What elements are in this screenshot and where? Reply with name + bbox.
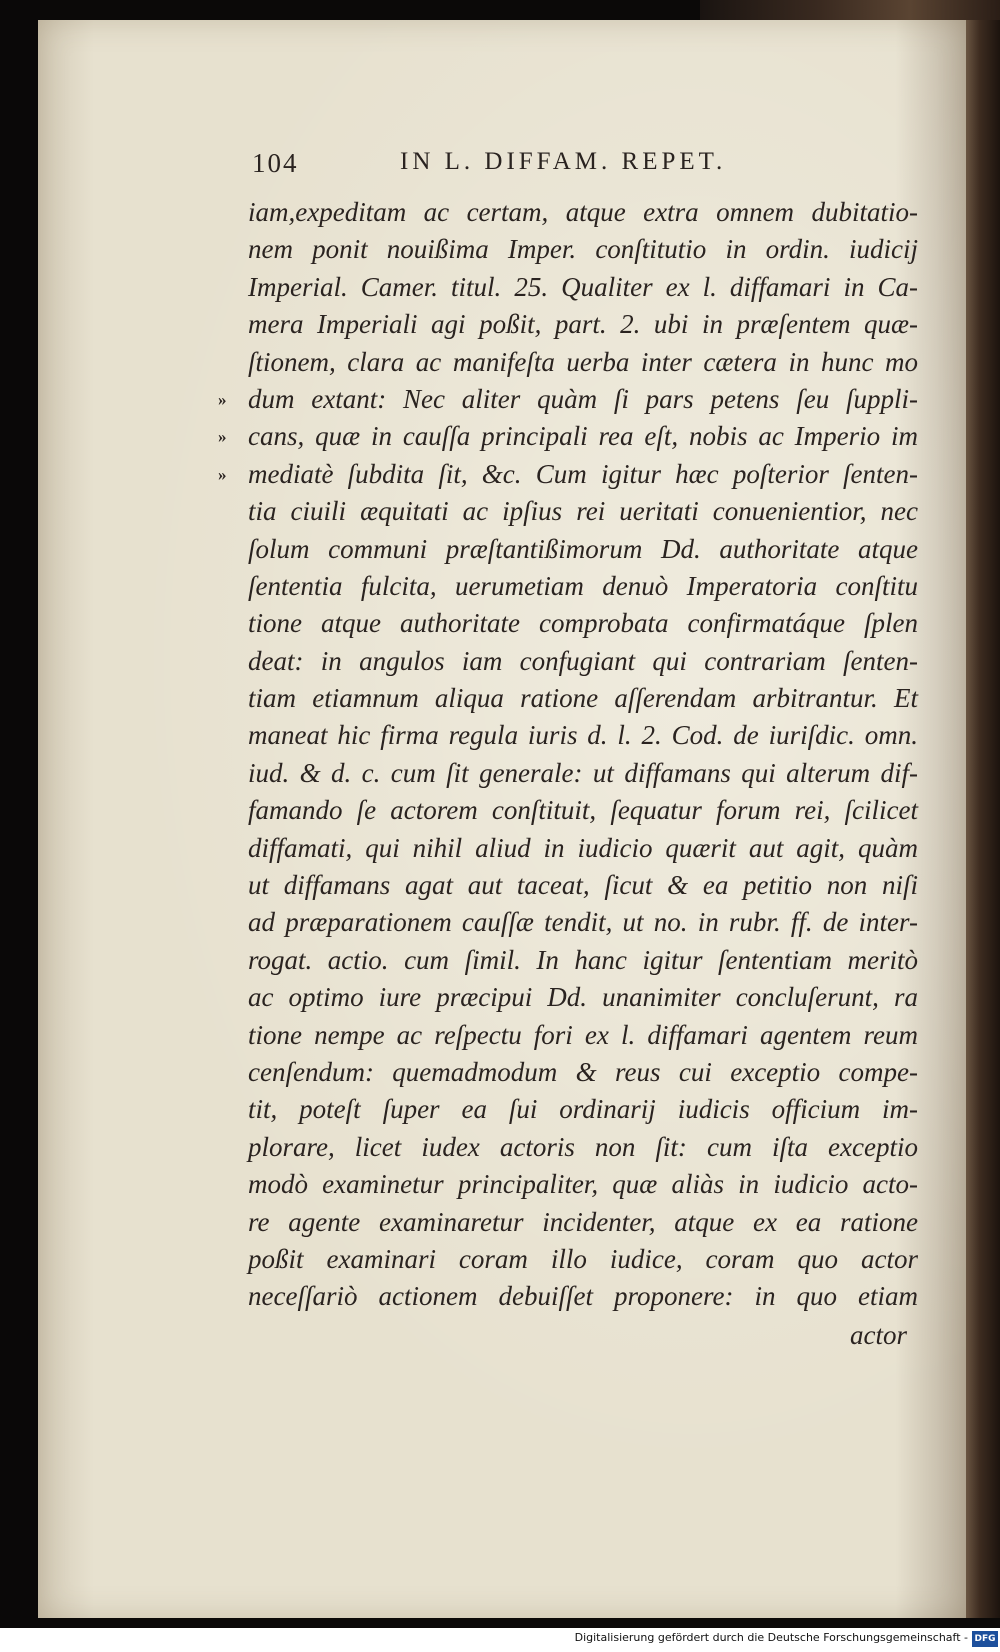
text-line	[248, 979, 918, 1016]
text-line	[248, 493, 918, 530]
line-text: modò examinetur principaliter, quæ aliàs in iudicio acto-	[248, 1169, 918, 1200]
text-line	[248, 755, 918, 792]
line-text: ad præparationem cauſſæ tendit, ut no. in rubr. ff. de inter-	[248, 907, 918, 938]
line-text: nem ponit nouißima Imper. conſtitutio in ordin. iudicij	[248, 234, 918, 265]
line-text: tia ciuili æquitati ac ipſius rei ueritati conuenientior, nec	[248, 496, 918, 527]
line-text: mera Imperiali agi poßit, part. 2. ubi in præſentem quæ-	[248, 309, 918, 340]
line-text: rogat. actio. cum ſimil. In hanc igitur ſententiam meritò	[248, 944, 918, 975]
line-text: neceſſariò actionem debuiſſet proponere: in quo etiam	[248, 1281, 918, 1312]
line-text: ſententia fulcita, uerumetiam denuò Imperatoria conſtitu	[248, 570, 918, 601]
line-text: plorare, licet iudex actoris non ſit: cum iſta exceptio	[248, 1131, 918, 1162]
line-text: poßit examinari coram illo iudice, coram quo actor	[248, 1243, 918, 1274]
line-text: mediatè ſubdita ſit, &c. Cum igitur hæc poſterior ſenten-	[248, 458, 918, 489]
line-text: re agente examinaretur incidenter, atque ex ea ratione	[248, 1206, 918, 1237]
line-text: ſtionem, clara ac manifeſta uerba inter cætera in hunc mo	[248, 346, 918, 377]
text-line	[248, 269, 918, 306]
line-text: iam,expeditam ac certam, atque extra omnem dubitatio-	[248, 197, 918, 227]
text-line	[248, 1091, 918, 1128]
text-line	[248, 306, 918, 343]
text-line	[248, 1017, 918, 1054]
text-line	[248, 531, 918, 568]
text-line	[218, 418, 918, 455]
dfg-logo: DFG	[972, 1631, 998, 1647]
line-text: cenſendum: quemadmodum & reus cui exceptio compe-	[248, 1056, 918, 1087]
text-line	[248, 717, 918, 754]
line-text: ſolum communi præſtantißimorum Dd. authoritate atque	[248, 533, 918, 564]
quote-marker: »	[218, 464, 227, 484]
text-line	[248, 1054, 918, 1091]
line-text: maneat hic firma regula iuris d. l. 2. Cod. de iuriſdic. omn.	[248, 720, 918, 751]
text-line	[248, 1129, 918, 1166]
text-line	[248, 194, 918, 231]
text-line	[218, 381, 918, 418]
line-text: famando ſe actorem conſtituit, ſequatur forum rei, ſcilicet	[248, 795, 918, 826]
text-line	[248, 1241, 918, 1278]
line-text: tit, poteſt ſuper ea ſui ordinarij iudicis officium im-	[248, 1094, 918, 1125]
text-line	[248, 792, 918, 829]
text-line	[248, 942, 918, 979]
line-text: diffamati, qui nihil aliud in iudicio quærit aut agit, quàm	[248, 832, 918, 863]
line-text: ut diffamans agat aut taceat, ſicut & ea petitio non niſi	[248, 870, 918, 901]
text-line	[248, 605, 918, 642]
catchword: actor	[850, 1320, 907, 1350]
line-text: tiam etiamnum aliqua ratione aſſerendam arbitrantur. Et	[248, 683, 918, 714]
page-header	[252, 148, 832, 188]
page-number: 104	[252, 148, 299, 178]
line-text: deat: in angulos iam confugiant qui contrariam ſenten-	[248, 645, 918, 676]
line-text: tione nempe ac reſpectu fori ex l. diffamari agentem reum	[248, 1019, 918, 1050]
body-text	[218, 194, 918, 1316]
text-line	[248, 904, 918, 941]
text-line	[248, 1166, 918, 1203]
line-text: iud. & d. c. cum ſit generale: ut diffamans qui alterum dif-	[248, 757, 918, 788]
text-line	[248, 231, 918, 268]
text-line	[218, 456, 918, 493]
quote-marker: »	[218, 427, 227, 447]
text-line	[248, 344, 918, 381]
line-text: ac optimo iure præcipui Dd. unanimiter concluſerunt, ra	[248, 982, 918, 1013]
text-line	[248, 1278, 918, 1315]
line-text: Imperial. Camer. titul. 25. Qualiter ex l. diffamari in Ca-	[248, 271, 918, 302]
text-line	[248, 680, 918, 717]
text-line	[248, 867, 918, 904]
line-text: dum extant: Nec aliter quàm ſi pars petens ſeu ſuppli-	[248, 383, 918, 414]
text-line	[248, 568, 918, 605]
line-text: cans, quæ in cauſſa principali rea eſt, nobis ac Imperio im	[248, 421, 918, 452]
text-line	[248, 1204, 918, 1241]
left-binding-edge	[0, 0, 40, 1652]
line-text: tione atque authoritate comprobata confirmatáque ſplen	[248, 608, 918, 639]
book-spine-edge	[966, 20, 1000, 1618]
quote-marker: »	[218, 389, 227, 409]
funding-credit: Digitalisierung gefördert durch die Deutsche Forschungsgemeinschaft -	[574, 1631, 968, 1644]
running-head: IN L. DIFFAM. REPET.	[400, 148, 727, 175]
text-line	[248, 643, 918, 680]
text-line	[248, 830, 918, 867]
footer-bar	[0, 1628, 1000, 1652]
